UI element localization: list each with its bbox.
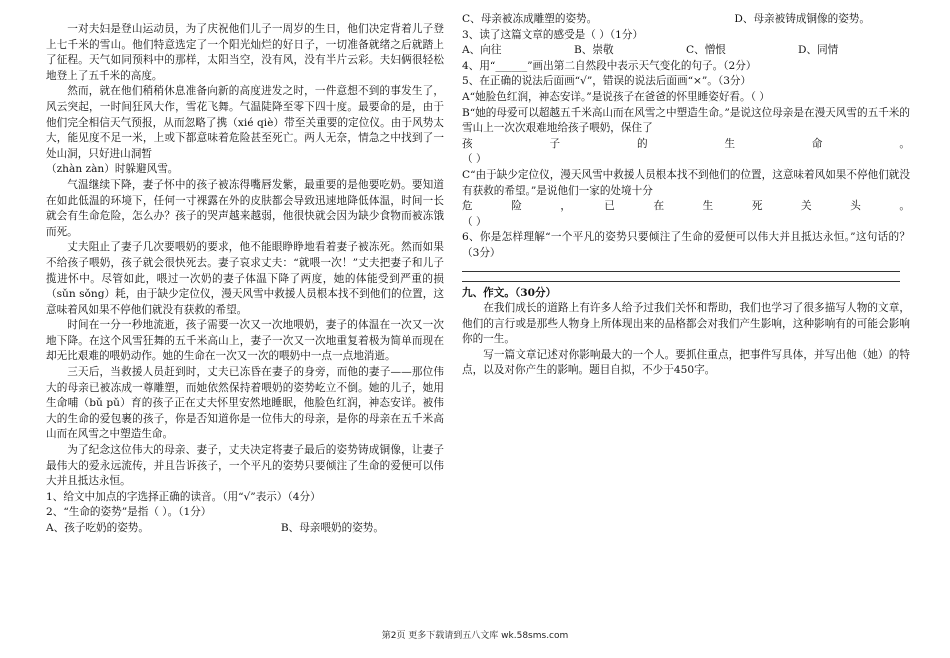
page-footer: 第2页 更多下载请到五八文库 wk.58sms.com [381,631,569,641]
question-3-options [462,43,910,59]
option-a: A、向往 [462,44,502,57]
option-d: D、同情 [798,44,839,57]
right-column [462,12,910,379]
passage-paragraph-3: （zhàn zàn）时躲避风雪。 [46,163,179,176]
option-c: C、憎恨 [686,44,726,57]
essay-section-title: 九、作文。（30分） [462,286,557,299]
question-5-c-end: 危 险 ， 已 在 生 死 关 头 。 [462,200,910,213]
passage-paragraph-7: 三天后，当救援人员赶到时，丈夫已冻昏在妻子的身旁，而他的妻子——那位伟大的母亲已被冻成一尊雕塑，而她依然保持着喂奶的姿势屹立不倒。她的儿子，她用生命哺（bǔ pǔ）育的孩子正在丈夫怀里安然地睡眠，他脸色红润，神态安详。被伟大的生命的爱包裹的孩子，你是否知道你是一位伟大的母亲，是你的母亲在五千米高山而在风雪之中塑造生命。 [46,366,444,441]
answer-line [462,262,900,272]
left-column [46,22,444,537]
essay-prompt-1: 在我们成长的道路上有许多人给予过我们关怀和帮助，我们也学习了很多描写人物的文章，他们的言行或是那些人物身上所体现出来的品格都会对我们产生影响，这种影响有的可能会影响你的一生。 [462,302,910,346]
passage-paragraph-4: 气温继续下降，妻子怀中的孩子被冻得嘴唇发紫，最重要的是他要吃奶。要知道在如此低温的环境下，任何一寸裸露在外的皮肤都会导致迅速地降低体温，时间一长就会有生命危险，怎么办？孩子的哭声越来越弱，他很快就会因为缺少食物而被冻饿而死。 [46,178,444,238]
passage-paragraph-2: 然而，就在他们稍稍休息准备向新的高度进发之时，一件意想不到的事发生了，风云突起，一时间狂风大作，雪花飞舞。气温陡降至零下四十度。最要命的是，由于他们完全相信天气预报，从而忽略了携（xié qiè）带至关重要的定位仪。由于风势太大，能见度不足一米，上或下都意味着危险甚至死亡。两人无奈，情急之中找到了一处山洞，只好进山洞暂 [46,85,444,160]
question-3: 3、读了这篇文章的感受是（ ）（1分） [462,28,644,41]
passage-paragraph-1: 一对夫妇是登山运动员，为了庆祝他们儿子一周岁的生日，他们决定背着儿子登上七千米的雪山。他们特意选定了一个阳光灿烂的好日子，一切准备就绪之后就踏上了征程。天气如同预料中的那样，太阳当空，没有风，没有半片云彩。夫妇俩很轻松地登上了五千米的高度。 [46,23,444,82]
question-5-c: C“由于缺少定位仪，漫天风雪中救援人员根本找不到他们的位置，这意味着风如果不停他们就没有获救的希望。”是说他们一家的处境十分 [462,168,910,197]
question-1: 1、给文中加点的字选择正确的读音。（用“√”表示）（4分） [46,490,321,503]
question-2-options-cd [462,12,910,28]
passage-paragraph-6: 时间在一分一秒地流逝，孩子需要一次又一次地喂奶，妻子的体温在一次又一次地下降。在这个风雪狂舞的五千米高山上，妻子一次又一次地重复着极为简单而现在却无比艰难的喂奶动作。她的生命在一次又一次的喂奶中一点一点地消逝。 [46,319,444,363]
passage-paragraph-8: 为了纪念这位伟大的母亲、妻子，丈夫决定将妻子最后的姿势铸成铜像，让妻子最伟大的爱永远流传，并且告诉孩子，一个平凡的姿势只要倾注了生命的爱便可以伟大并且抵达永恒。 [46,444,444,488]
option-d: D、母亲被铸成铜像的姿势。 [734,13,870,25]
passage-paragraph-5: 丈夫阻止了妻子几次要喂奶的要求，他不能眼睁睁地看着妻子被冻死。然而如果不给孩子喂奶，孩子就会很快死去。妻子哀求丈夫：“就喂一次！”丈夫把妻子和儿子揽进怀中。尽管如此，喂过一次奶的妻子体温下降了两度，她的体能受到严重的损（sǔn sǒng）耗，由于缺少定位仪，漫天风雪中救援人员根本找不到他们的位置，这意味着风如果不停他们就没有获救的希望。 [46,241,444,316]
option-c: C、母亲被冻成雕塑的姿势。 [462,13,598,25]
question-4: 4、用“______”画出第二自然段中表示天气变化的句子。（2分） [462,59,757,72]
answer-line [462,272,900,282]
option-a: A、孩子吃奶的姿势。 [46,522,149,534]
question-5-b-answer: （ ） [462,153,487,166]
question-2: 2、“生命的姿势”是指（ ）。（1分） [46,506,212,519]
question-5-b-end: 孩 子 的 生 命 。 [462,137,910,150]
question-6: 6、你是怎样理解“一个平凡的姿势只要倾注了生命的爱便可以伟大并且抵达永恒。”这句话的？（3分） [462,231,910,259]
option-b: B、崇敬 [574,44,614,57]
essay-prompt-2: 写一篇文章记述对你影响最大的一个人。要抓住重点，把事件写具体，并写出他（她）的特点，以及对你产生的影响。题目自拟，不少于450字。 [462,348,910,377]
option-b: B、母亲喂奶的姿势。 [280,522,384,534]
question-5-b: B“她的母爱可以超越五千米高山而在风雪之中塑造生命。”是说这位母亲是在漫天风雪的五千米的雪山上一次次艰难地给孩子喂奶，保住了 [462,106,910,135]
question-2-options-ab [46,521,444,537]
question-5: 5、在正确的说法后面画“√”，错误的说法后面画“×”。（3分） [462,75,752,88]
question-5-c-answer: （ ） [462,215,487,228]
question-5-a: A“她脸色红润，神态安详。”是说孩子在爸爸的怀里睡姿好看。（ ） [462,90,770,103]
